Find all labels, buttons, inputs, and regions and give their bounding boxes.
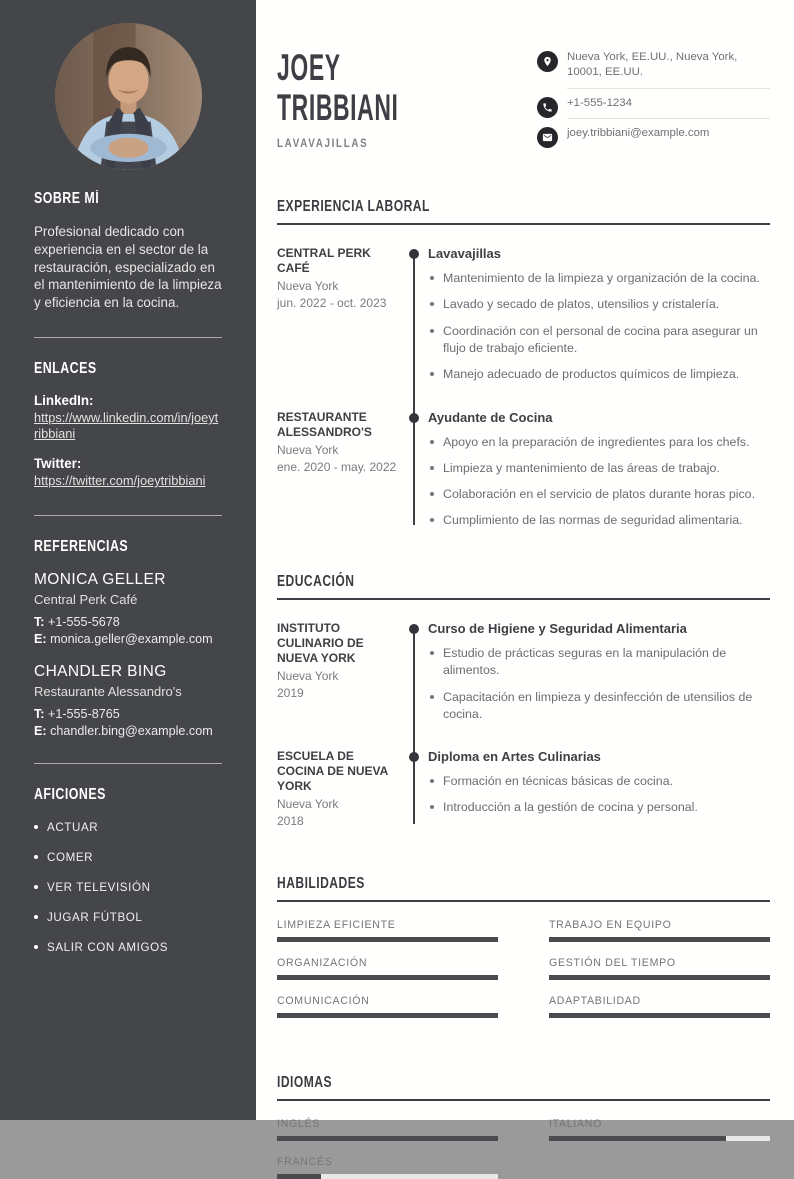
education-entry — [277, 621, 770, 722]
bullet-item: Introducción a la gestión de cocina y personal. — [428, 799, 770, 816]
skill-item — [277, 957, 498, 980]
section-rule — [277, 900, 770, 902]
twitter-link[interactable]: https://twitter.com/joeytribbiani — [34, 473, 206, 489]
reference-company: Central Perk Café — [34, 592, 138, 608]
skill-bar-fill — [277, 975, 498, 980]
bullet-item: Coordinación con el personal de cocina para asegurar un flujo de trabajo eficiente. — [428, 323, 770, 357]
experience-entry — [277, 246, 770, 383]
skill-bar-fill — [277, 937, 498, 942]
name-block — [277, 47, 473, 156]
reference-name: MONICA GELLER — [34, 571, 166, 589]
skill-item — [277, 919, 498, 942]
language-item — [277, 1118, 498, 1141]
reference-phone — [34, 707, 222, 721]
email-value: chandler.bing@example.com — [50, 724, 213, 739]
language-label: INGLÉS — [277, 1117, 321, 1130]
bullet-item: Apoyo en la preparación de ingredientes para los chefs. — [428, 434, 770, 451]
education-entries — [277, 621, 770, 827]
skill-item — [549, 995, 770, 1018]
twitter-label: Twitter: — [34, 456, 82, 472]
phone-value: +1-555-8765 — [48, 707, 120, 722]
skill-label: COMUNICACIÓN — [277, 994, 370, 1007]
hobby-item: VER TELEVISIÓN — [34, 881, 222, 894]
about-title: SOBRE MÍ — [34, 190, 100, 207]
experience-section — [277, 198, 770, 529]
entry-body — [414, 410, 770, 529]
about-text: Profesional dedicado con experiencia en el sector de la restauración, especializado en el mantenimiento de la limpieza y eficiencia en la cocina. — [34, 224, 222, 311]
reference-name: CHANDLER BING — [34, 663, 167, 681]
entry-dates: 2019 — [277, 686, 304, 701]
sidebar — [0, 0, 256, 1120]
skills-section — [277, 875, 770, 1018]
reference-item — [34, 571, 222, 646]
entry-dates: jun. 2022 - oct. 2023 — [277, 296, 387, 311]
skill-bar-fill — [549, 937, 770, 942]
bullet-item: Formación en técnicas básicas de cocina. — [428, 773, 770, 790]
language-bar — [277, 1136, 498, 1141]
skill-label: GESTIÓN DEL TIEMPO — [549, 956, 676, 969]
company-name: CENTRAL PERK CAFÉ — [277, 246, 371, 276]
skill-bar — [549, 975, 770, 980]
language-label: FRANCÉS — [277, 1155, 333, 1168]
section-rule — [277, 1099, 770, 1101]
degree-title: Curso de Higiene y Seguridad Alimentaria — [428, 621, 687, 637]
sidebar-divider — [34, 515, 222, 516]
contact-email-row — [537, 126, 770, 149]
bullet-item: Lavado y secado de platos, utensilios y cristalería. — [428, 296, 770, 313]
references-section — [34, 538, 222, 738]
role-title: Ayudante de Cocina — [428, 409, 553, 425]
hobby-item: JUGAR FÚTBOL — [34, 911, 222, 924]
bullet-item: Limpieza y mantenimiento de las áreas de trabajo. — [428, 460, 770, 477]
skill-bar-fill — [277, 1013, 498, 1018]
linkedin-label: LinkedIn: — [34, 393, 94, 409]
skill-bar — [549, 937, 770, 942]
hobby-item: COMER — [34, 851, 222, 864]
job-title: LAVAVAJILLAS — [277, 138, 369, 150]
link-item-twitter — [34, 456, 222, 490]
company-location: Nueva York — [277, 442, 339, 457]
skill-bar — [277, 975, 498, 980]
email-text: joey.tribbiani@example.com — [567, 127, 710, 140]
role-title: Lavavajillas — [428, 246, 501, 262]
language-label: ITALIANO — [549, 1117, 603, 1130]
entry-meta — [277, 621, 414, 722]
skill-label: ADAPTABILIDAD — [549, 994, 641, 1007]
entry-meta — [277, 749, 414, 828]
last-name: TRIBBIANI — [277, 87, 399, 128]
language-bar-fill — [277, 1136, 498, 1141]
links-section — [34, 360, 222, 490]
section-rule — [277, 598, 770, 600]
skill-item — [277, 995, 498, 1018]
bullet-item: Cumplimiento de las normas de seguridad alimentaria. — [428, 512, 770, 529]
hobby-list — [34, 821, 222, 954]
skill-bar-fill — [549, 975, 770, 980]
degree-title: Diploma en Artes Culinarias — [428, 748, 601, 764]
languages-grid — [277, 1118, 770, 1179]
experience-title: EXPERIENCIA LABORAL — [277, 198, 430, 216]
experience-entry — [277, 410, 770, 529]
entry-dates: ene. 2020 - may. 2022 — [277, 459, 397, 474]
education-entry — [277, 749, 770, 828]
language-bar-fill — [277, 1174, 321, 1179]
skills-grid — [277, 919, 770, 1018]
contact-block — [537, 47, 770, 156]
sidebar-divider — [34, 763, 222, 764]
languages-section — [277, 1074, 770, 1179]
email-label: E: — [34, 724, 47, 739]
first-name: JOEY — [277, 47, 341, 88]
hobby-item: ACTUAR — [34, 821, 222, 834]
bullet-item: Estudio de prácticas seguras en la manipulación de alimentos. — [428, 645, 770, 679]
skill-bar — [277, 1013, 498, 1018]
bullet-item: Manejo adecuado de productos químicos de limpieza. — [428, 366, 770, 383]
link-item-linkedin — [34, 393, 222, 443]
experience-entries — [277, 246, 770, 529]
contact-phone-row — [537, 96, 770, 120]
email-value: monica.geller@example.com — [50, 632, 213, 647]
section-rule — [277, 223, 770, 225]
phone-label: T: — [34, 615, 45, 630]
phone-text: +1-555-1234 — [567, 96, 770, 120]
company-name: RESTAURANTE ALESSANDRO'S — [277, 409, 372, 439]
candidate-name — [277, 49, 399, 126]
reference-company: Restaurante Alessandro's — [34, 684, 182, 700]
skills-title: HABILIDADES — [277, 874, 365, 892]
bullet-item: Mantenimiento de la limpieza y organización de la cocina. — [428, 270, 770, 287]
about-section — [34, 190, 222, 312]
entry-meta — [277, 410, 414, 529]
linkedin-link[interactable]: https://www.linkedin.com/in/joeytribbiani — [34, 410, 219, 442]
hobbies-section — [34, 786, 222, 954]
education-title: EDUCACIÓN — [277, 573, 355, 591]
entry-body — [414, 246, 770, 383]
skill-label: LIMPIEZA EFICIENTE — [277, 918, 396, 931]
skill-bar — [549, 1013, 770, 1018]
school-location: Nueva York — [277, 669, 339, 684]
skill-label: ORGANIZACIÓN — [277, 956, 368, 969]
bullet-list — [428, 270, 770, 383]
reference-email — [34, 632, 222, 646]
languages-title: IDIOMAS — [277, 1073, 333, 1091]
email-label: E: — [34, 632, 47, 647]
hobbies-title: AFICIONES — [34, 786, 106, 804]
school-name: INSTITUTO CULINARIO DE NUEVA YORK — [277, 621, 364, 666]
school-name: ESCUELA DE COCINA DE NUEVA YORK — [277, 748, 388, 793]
phone-icon — [537, 97, 558, 118]
company-location: Nueva York — [277, 279, 339, 294]
address-text: Nueva York, EE.UU., Nueva York, 10001, EE.UU. — [567, 50, 770, 89]
references-title: REFERENCIAS — [34, 538, 129, 556]
school-location: Nueva York — [277, 796, 339, 811]
language-item — [549, 1118, 770, 1141]
bullet-list — [428, 773, 770, 816]
envelope-icon — [537, 127, 558, 148]
main-content — [256, 0, 794, 1168]
reference-item — [34, 663, 222, 738]
entry-meta — [277, 246, 414, 383]
profile-photo — [55, 23, 202, 170]
language-bar — [549, 1136, 770, 1141]
language-item — [277, 1156, 498, 1179]
phone-label: T: — [34, 707, 45, 722]
sidebar-divider — [34, 337, 222, 338]
education-section — [277, 573, 770, 827]
reference-email — [34, 724, 222, 738]
language-bar-fill — [549, 1136, 726, 1141]
bullet-item: Capacitación en limpieza y desinfección de utensilios de cocina. — [428, 689, 770, 723]
contact-address-row — [537, 50, 770, 89]
header — [277, 47, 770, 156]
links-title: ENLACES — [34, 360, 97, 378]
skill-bar — [277, 937, 498, 942]
entry-body — [414, 749, 770, 828]
skill-item — [549, 919, 770, 942]
location-pin-icon — [537, 51, 558, 72]
entry-dates: 2018 — [277, 813, 304, 828]
skill-item — [549, 957, 770, 980]
skill-label: TRABAJO EN EQUIPO — [549, 918, 672, 931]
language-bar — [277, 1174, 498, 1179]
phone-value: +1-555-5678 — [48, 615, 120, 630]
hobby-item: SALIR CON AMIGOS — [34, 941, 222, 954]
reference-phone — [34, 615, 222, 629]
bullet-item: Colaboración en el servicio de platos durante horas pico. — [428, 486, 770, 503]
entry-body — [414, 621, 770, 722]
bullet-list — [428, 434, 770, 529]
bullet-list — [428, 645, 770, 722]
skill-bar-fill — [549, 1013, 770, 1018]
